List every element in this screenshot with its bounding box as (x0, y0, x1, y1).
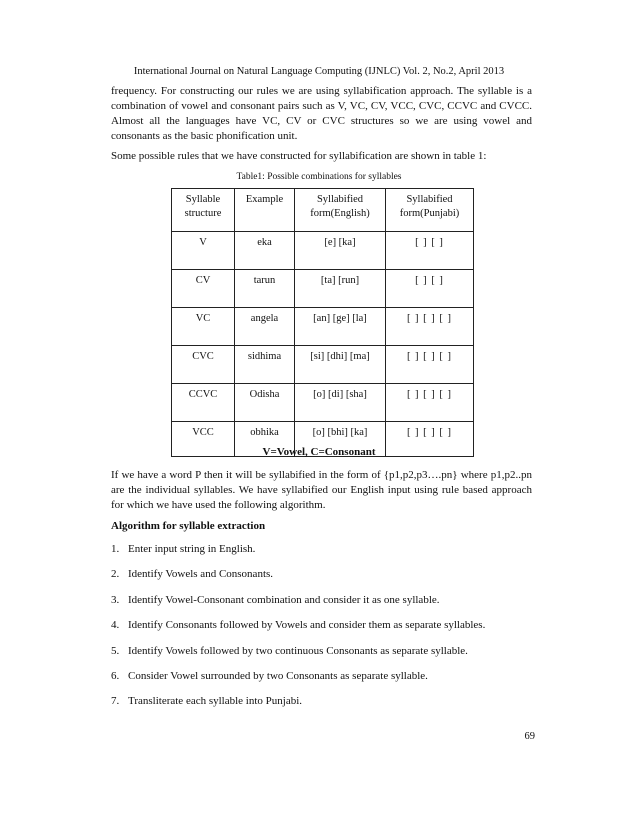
cell-example: eka (235, 232, 295, 270)
cell-example: obhika (235, 422, 295, 457)
header-cell-structure: Syllable structure (172, 189, 235, 232)
table-caption: Table1: Possible combinations for syllables (236, 172, 402, 182)
list-item: 2. Identify Vowels and Consonants. (111, 568, 274, 581)
list-item: 5. Identify Vowels followed by two continuous Consonants as separate syllable. (111, 644, 468, 657)
list-item: 1. Enter input string in English. (111, 543, 256, 555)
table-row (172, 270, 474, 308)
cell-punjabi: [ ] [ ] [ ] (386, 384, 474, 422)
cell-punjabi: [ ] [ ] [ ] (386, 308, 474, 346)
table-row (172, 308, 474, 346)
list-item: 6. Consider Vowel surrounded by two Consonants as separate syllable. (111, 669, 428, 682)
table-header-row (172, 189, 474, 232)
cell-structure: CVC (172, 346, 235, 384)
page-number: 69 (524, 731, 535, 742)
cell-structure: VCC (172, 422, 235, 457)
journal-header: International Journal on Natural Language Computing (IJNLC) Vol. 2, No.2, April 2013 (133, 66, 505, 77)
syllabification-paragraph: If we have a word P then it will be syllabified in the form of {p1,p2,p3….pn} where p1,p2..pn are the individual syllables. We have syllabified our English input using rule based approach for which we have used the following algorithm. (111, 469, 532, 511)
cell-punjabi: [ ] [ ] (386, 232, 474, 270)
cell-english: [o] [bhi] [ka] (295, 422, 386, 457)
cell-structure: CV (172, 270, 235, 308)
cell-structure: VC (172, 308, 235, 346)
algorithm-steps (111, 537, 532, 715)
list-item: 4. Identify Consonants followed by Vowels and consider them as separate syllables. (111, 619, 486, 632)
cell-punjabi: [ ] [ ] [ ] (386, 422, 474, 457)
table-row (172, 346, 474, 384)
table-row (172, 232, 474, 270)
cell-english: [ta] [run] (295, 270, 386, 308)
intro-paragraph: frequency. For constructing our rules we are using syllabification approach. The syllable is a combination of vowel and consonant pairs such as V, VC, CV, VCC, CVC, CCVC and CVCC. Almost all the languages have VC, CV or CVC structures so we are using vowel and consonants as the basic phonification unit. (111, 85, 532, 142)
header-cell-punjabi: Syllabified form(Punjabi) (386, 189, 474, 232)
table-legend: V=Vowel, C=Consonant (262, 446, 376, 458)
cell-structure: V (172, 232, 235, 270)
algorithm-heading: Algorithm for syllable extraction (111, 520, 266, 532)
cell-english: [an] [ge] [la] (295, 308, 386, 346)
cell-english: [si] [dhi] [ma] (295, 346, 386, 384)
rules-intro-paragraph: Some possible rules that we have constructed for syllabification are shown in table 1: (111, 150, 487, 162)
cell-example: sidhima (235, 346, 295, 384)
cell-english: [e] [ka] (295, 232, 386, 270)
header-cell-example: Example (235, 189, 295, 232)
table-row (172, 384, 474, 422)
cell-punjabi: [ ] [ ] [ ] (386, 346, 474, 384)
cell-punjabi: [ ] [ ] (386, 270, 474, 308)
list-item: 7. Transliterate each syllable into Punjabi. (111, 695, 303, 708)
cell-structure: CCVC (172, 384, 235, 422)
list-item: 3. Identify Vowel-Consonant combination and consider it as one syllable. (111, 593, 440, 606)
syllable-table (171, 188, 474, 457)
cell-english: [o] [di] [sha] (295, 384, 386, 422)
cell-example: angela (235, 308, 295, 346)
cell-example: tarun (235, 270, 295, 308)
header-cell-english: Syllabified form(English) (295, 189, 386, 232)
cell-example: Odisha (235, 384, 295, 422)
